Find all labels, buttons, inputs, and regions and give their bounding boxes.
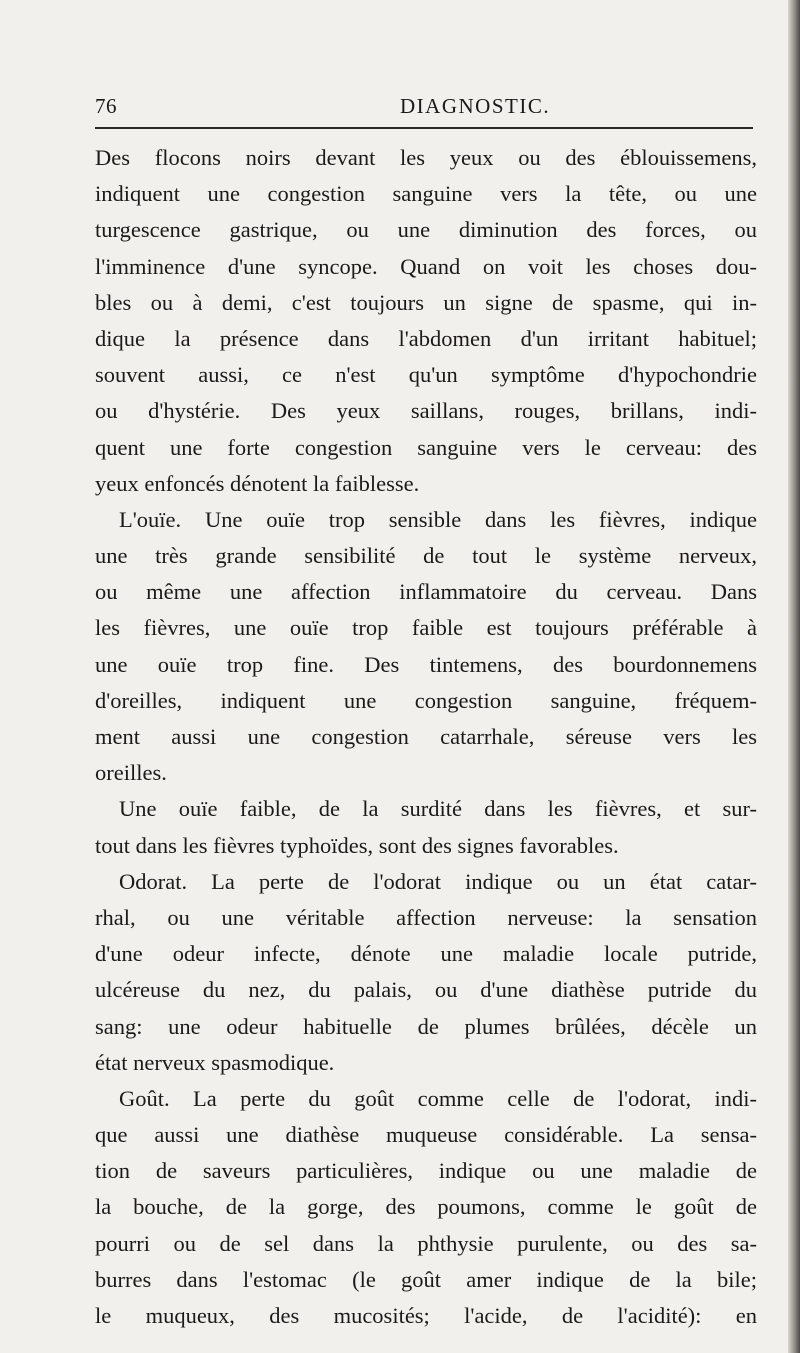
running-head: DIAGNOSTIC. (400, 94, 551, 118)
text-line: une ouïe trop fine. Des tintemens, des bourdonnemens (95, 651, 757, 677)
text-line: yeux enfoncés dénotent la faiblesse. (95, 470, 420, 496)
text-line: la bouche, de la gorge, des poumons, comme le goût de (95, 1194, 757, 1220)
text-line: le muqueux, des mucosités; l'acide, de l'acidité): en (95, 1303, 757, 1328)
text-line: ment aussi une congestion catarrhale, séreuse vers les (95, 724, 757, 749)
text-line: état nerveux spasmodique. (95, 1049, 335, 1075)
text-line: burres dans l'estomac (le goût amer indique de la bile; (95, 1266, 757, 1292)
text-line: que aussi une diathèse muqueuse considérable. La sensa- (95, 1122, 757, 1148)
text-line: ou même une affection inflammatoire du cerveau. Dans (95, 579, 757, 605)
text-line: les fièvres, une ouïe trop faible est toujours préférable à (95, 615, 757, 641)
text-line: oreilles. (95, 760, 167, 786)
text-line: rhal, ou une véritable affection nerveuse: la sensation (95, 904, 757, 930)
text-line: d'oreilles, indiquent une congestion sanguine, fréquem- (95, 687, 757, 713)
text-line: ulcéreuse du nez, du palais, ou d'une diathèse putride du (95, 977, 757, 1003)
text-line: turgescence gastrique, ou une diminution des forces, ou (95, 217, 757, 243)
page-edge-shadow (788, 0, 800, 1353)
text-line: L'ouïe. Une ouïe trop sensible dans les fièvres, indique (119, 506, 757, 532)
text-line: Des flocons noirs devant les yeux ou des éblouissemens, (95, 145, 757, 170)
text-line: dique la présence dans l'abdomen d'un irritant habituel; (95, 325, 757, 351)
text-line: tout dans les fièvres typhoïdes, sont des signes favorables. (95, 832, 619, 858)
text-line: bles ou à demi, c'est toujours un signe de spasme, qui in- (95, 289, 757, 315)
text-line: l'imminence d'une syncope. Quand on voit les choses dou- (95, 253, 757, 279)
text-line: Une ouïe faible, de la surdité dans les fièvres, et sur- (119, 796, 757, 822)
text-line: indiquent une congestion sanguine vers la tête, ou une (95, 181, 757, 207)
header-rule (95, 127, 753, 129)
body-text (95, 140, 757, 1334)
text-line: quent une forte congestion sanguine vers le cerveau: des (95, 434, 757, 460)
page-header (95, 94, 755, 124)
text-line: Odorat. La perte de l'odorat indique ou un état catar- (119, 868, 757, 894)
text-line: souvent aussi, ce n'est qu'un symptôme d'hypochondrie (95, 362, 757, 388)
page-number: 76 (95, 94, 117, 118)
text-line: d'une odeur infecte, dénote une maladie locale putride, (95, 941, 757, 967)
text-line: ou d'hystérie. Des yeux saillans, rouges, brillans, indi- (95, 398, 757, 424)
text-line: une très grande sensibilité de tout le système nerveux, (95, 543, 757, 569)
text-line: Goût. La perte du goût comme celle de l'odorat, indi- (119, 1085, 757, 1111)
text-line: sang: une odeur habituelle de plumes brûlées, décèle un (95, 1013, 757, 1039)
text-line: pourri ou de sel dans la phthysie purulente, ou des sa- (95, 1230, 757, 1256)
text-line: tion de saveurs particulières, indique ou une maladie de (95, 1158, 757, 1184)
